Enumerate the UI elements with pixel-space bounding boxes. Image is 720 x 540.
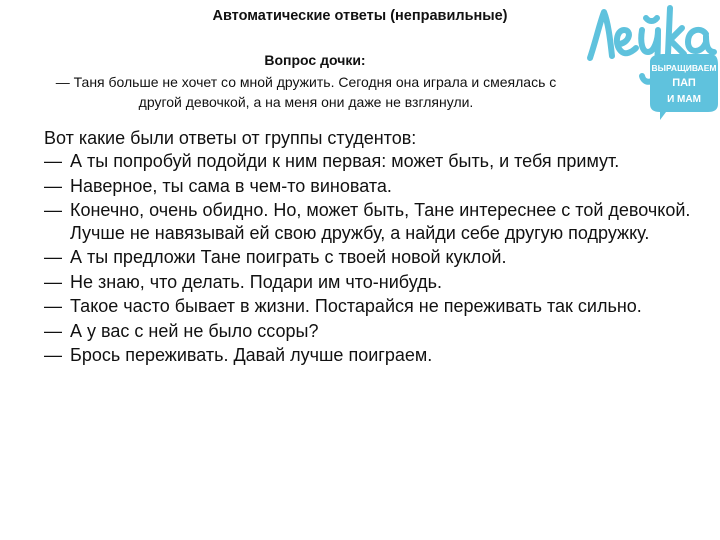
answer-item [44, 150, 704, 173]
question-text [0, 72, 612, 112]
answer-text: А ты предложи Тане поиграть с твоей новой куклой. [70, 247, 507, 267]
answer-text: Брось переживать. Давай лучше поиграем. [70, 345, 433, 365]
answer-item [44, 271, 704, 294]
answer-text: А у вас с ней не было ссоры? [70, 320, 319, 341]
answers-intro: Вот какие были ответы от группы студентов: [44, 128, 417, 148]
answer-item [44, 295, 704, 318]
brand-logo [576, 0, 720, 120]
dash-mark: — [44, 296, 62, 316]
answer-text: Не знаю, что делать. Подари им что‑нибудь. [70, 271, 442, 292]
dash-mark: — [44, 200, 62, 220]
answer-item [44, 199, 704, 244]
logo-tagline-1: ВЫРАЩИВАЕМ [651, 63, 717, 73]
answer-text: Наверное, ты сама в чем‑то виновата. [70, 175, 392, 196]
answer-text: А ты попробуй подойди к ним первая: может быть, и тебя примут. [70, 151, 620, 171]
dash-mark: — [44, 271, 62, 292]
dash-mark: — [44, 175, 62, 196]
answer-text: Конечно, очень обидно. Но, может быть, Тане интереснее с той девочкой. Лучше не навязывай ей свою дружбу, а найди себе другую подружку. [70, 200, 691, 243]
leika-logo-icon [576, 0, 720, 120]
dash-mark: — [44, 320, 62, 341]
answers-block [44, 126, 704, 369]
question-line-2: другой девочкой, а на меня они даже не взглянули. [138, 94, 474, 110]
answer-item [44, 175, 704, 198]
slide-title: Автоматические ответы (неправильные) [212, 8, 508, 24]
answer-item [44, 246, 704, 269]
answer-text: Такое часто бывает в жизни. Постарайся не переживать так сильно. [70, 296, 642, 316]
dash-mark: — [44, 151, 62, 171]
logo-tagline-2: ПАП [672, 77, 696, 89]
dash-mark: — [44, 247, 62, 267]
answer-item [44, 320, 704, 343]
question-heading: Вопрос дочки: [264, 52, 366, 68]
logo-tagline-3: И МАМ [667, 94, 701, 105]
answer-item [44, 344, 704, 367]
question-line-1: — Таня больше не хочет со мной дружить. Сегодня она играла и смеялась с [55, 74, 557, 90]
answer-list [44, 150, 704, 367]
dash-mark: — [44, 345, 62, 365]
